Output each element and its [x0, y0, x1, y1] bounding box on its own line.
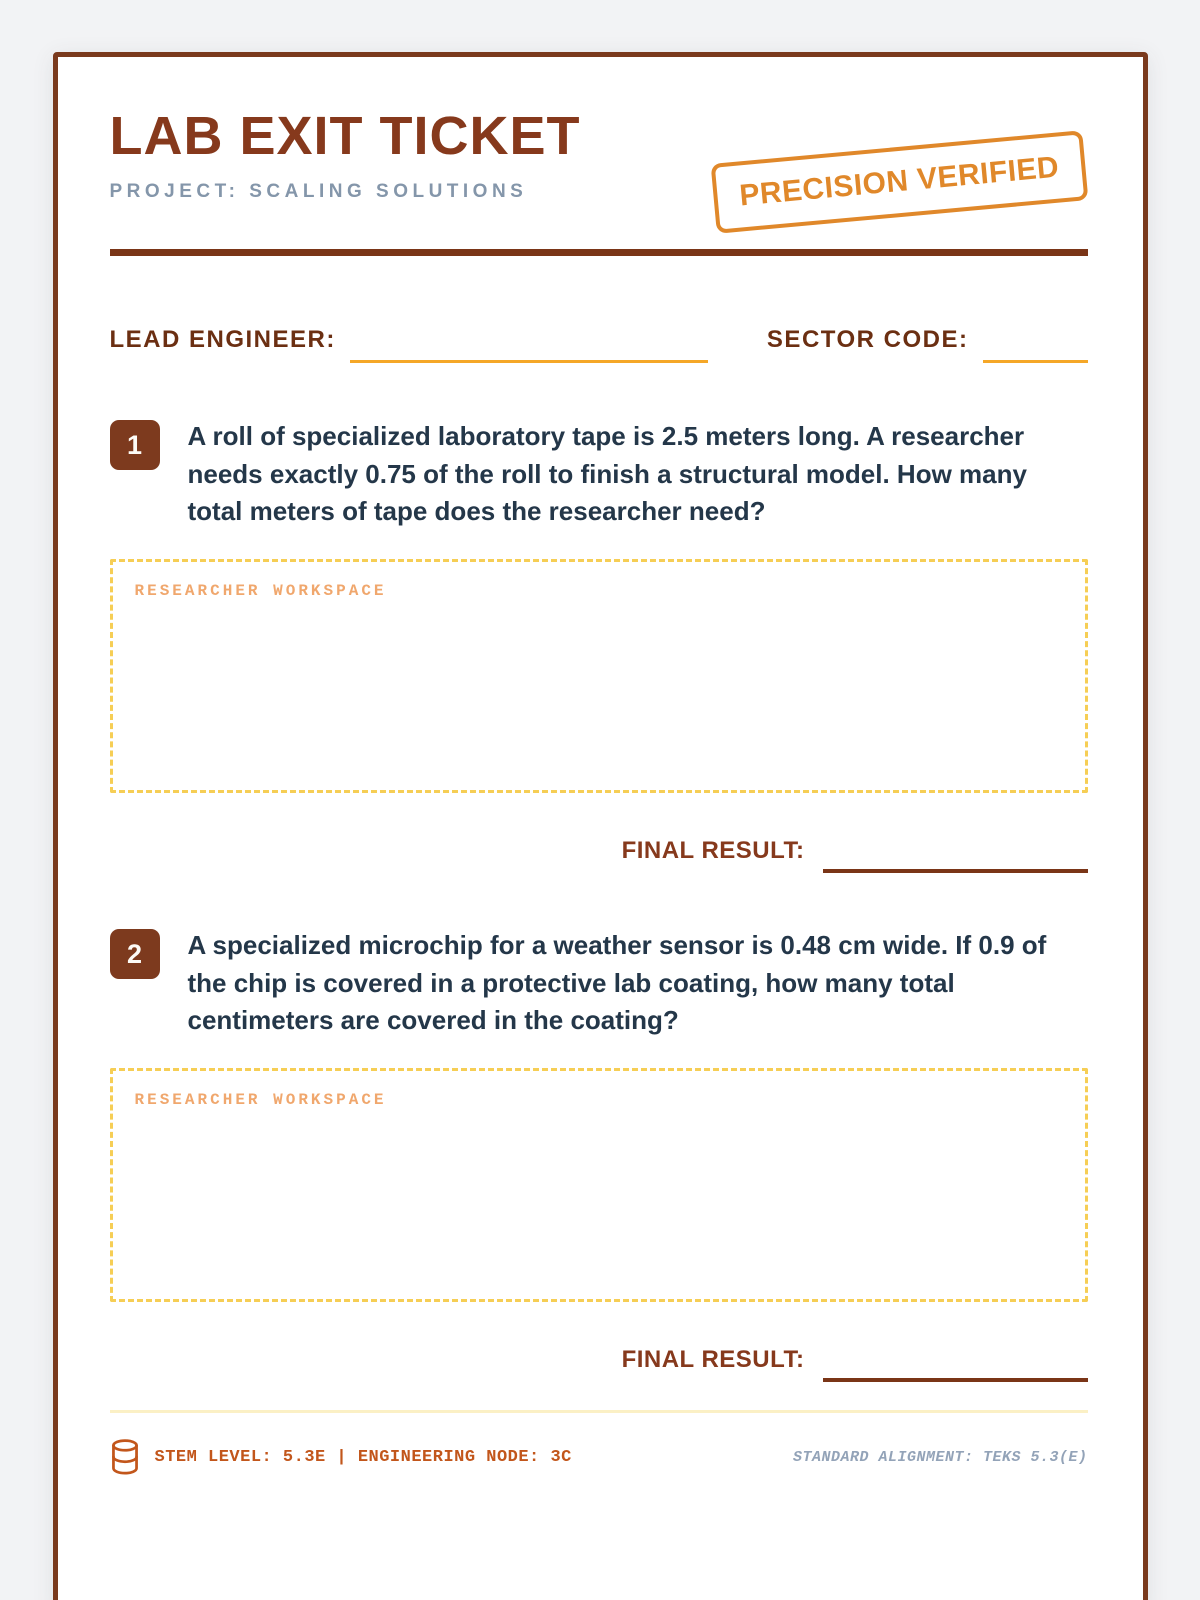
- standard-alignment-text: STANDARD ALIGNMENT: TEKS 5.3(E): [792, 1448, 1088, 1466]
- header-divider: [110, 249, 1088, 256]
- question-2-text: A specialized microchip for a weather sensor is 0.48 cm wide. If 0.9 of the chip is covered in a protective lab coating, how many total centimeters are covered in the coating?: [187, 930, 1047, 1036]
- header: [109, 105, 1088, 213]
- question-2-workspace[interactable]: [110, 1068, 1088, 1302]
- question-1: [110, 418, 1088, 531]
- info-fields-row: [110, 326, 1088, 354]
- lead-engineer-label: LEAD ENGINEER:: [109, 326, 336, 353]
- footer: [110, 1439, 1088, 1475]
- footer-left: [110, 1439, 572, 1475]
- question-1-result-label: FINAL RESULT:: [621, 837, 805, 865]
- verification-stamp: PRECISION VERIFIED: [710, 130, 1088, 233]
- question-1-workspace-label: RESEARCHER WORKSPACE: [134, 582, 387, 601]
- project-subtitle: PROJECT: SCALING SOLUTIONS: [109, 181, 528, 202]
- question-2-workspace-label: RESEARCHER WORKSPACE: [134, 1091, 387, 1110]
- question-1-result-row: [110, 837, 1088, 865]
- sector-code-field: [767, 326, 1088, 354]
- question-1-workspace[interactable]: [110, 559, 1088, 793]
- question-2-result-row: [110, 1346, 1088, 1374]
- sector-code-blank[interactable]: [983, 360, 1088, 363]
- question-1-text: A roll of specialized laboratory tape is 2.5 meters long. A researcher needs exactly 0.75 of the roll to finish a structural model. How many total meters of tape does the researcher need?: [187, 421, 1027, 527]
- question-2-number-badge: 2: [110, 929, 160, 979]
- stem-level-text: STEM LEVEL: 5.3E | ENGINEERING NODE: 3C: [154, 1447, 572, 1467]
- page-title: LAB EXIT TICKET: [109, 106, 581, 166]
- lead-engineer-field: [110, 326, 708, 354]
- lead-engineer-blank[interactable]: [350, 360, 708, 363]
- footer-divider: [110, 1410, 1088, 1413]
- worksheet-page: [53, 52, 1148, 1600]
- question-1-result-blank[interactable]: [823, 869, 1088, 873]
- sector-code-label: SECTOR CODE:: [766, 326, 969, 353]
- question-2: [110, 927, 1088, 1040]
- question-1-number-badge: 1: [110, 420, 160, 470]
- question-2-result-label: FINAL RESULT:: [621, 1346, 805, 1374]
- database-icon: [110, 1439, 140, 1475]
- question-2-result-blank[interactable]: [823, 1378, 1088, 1382]
